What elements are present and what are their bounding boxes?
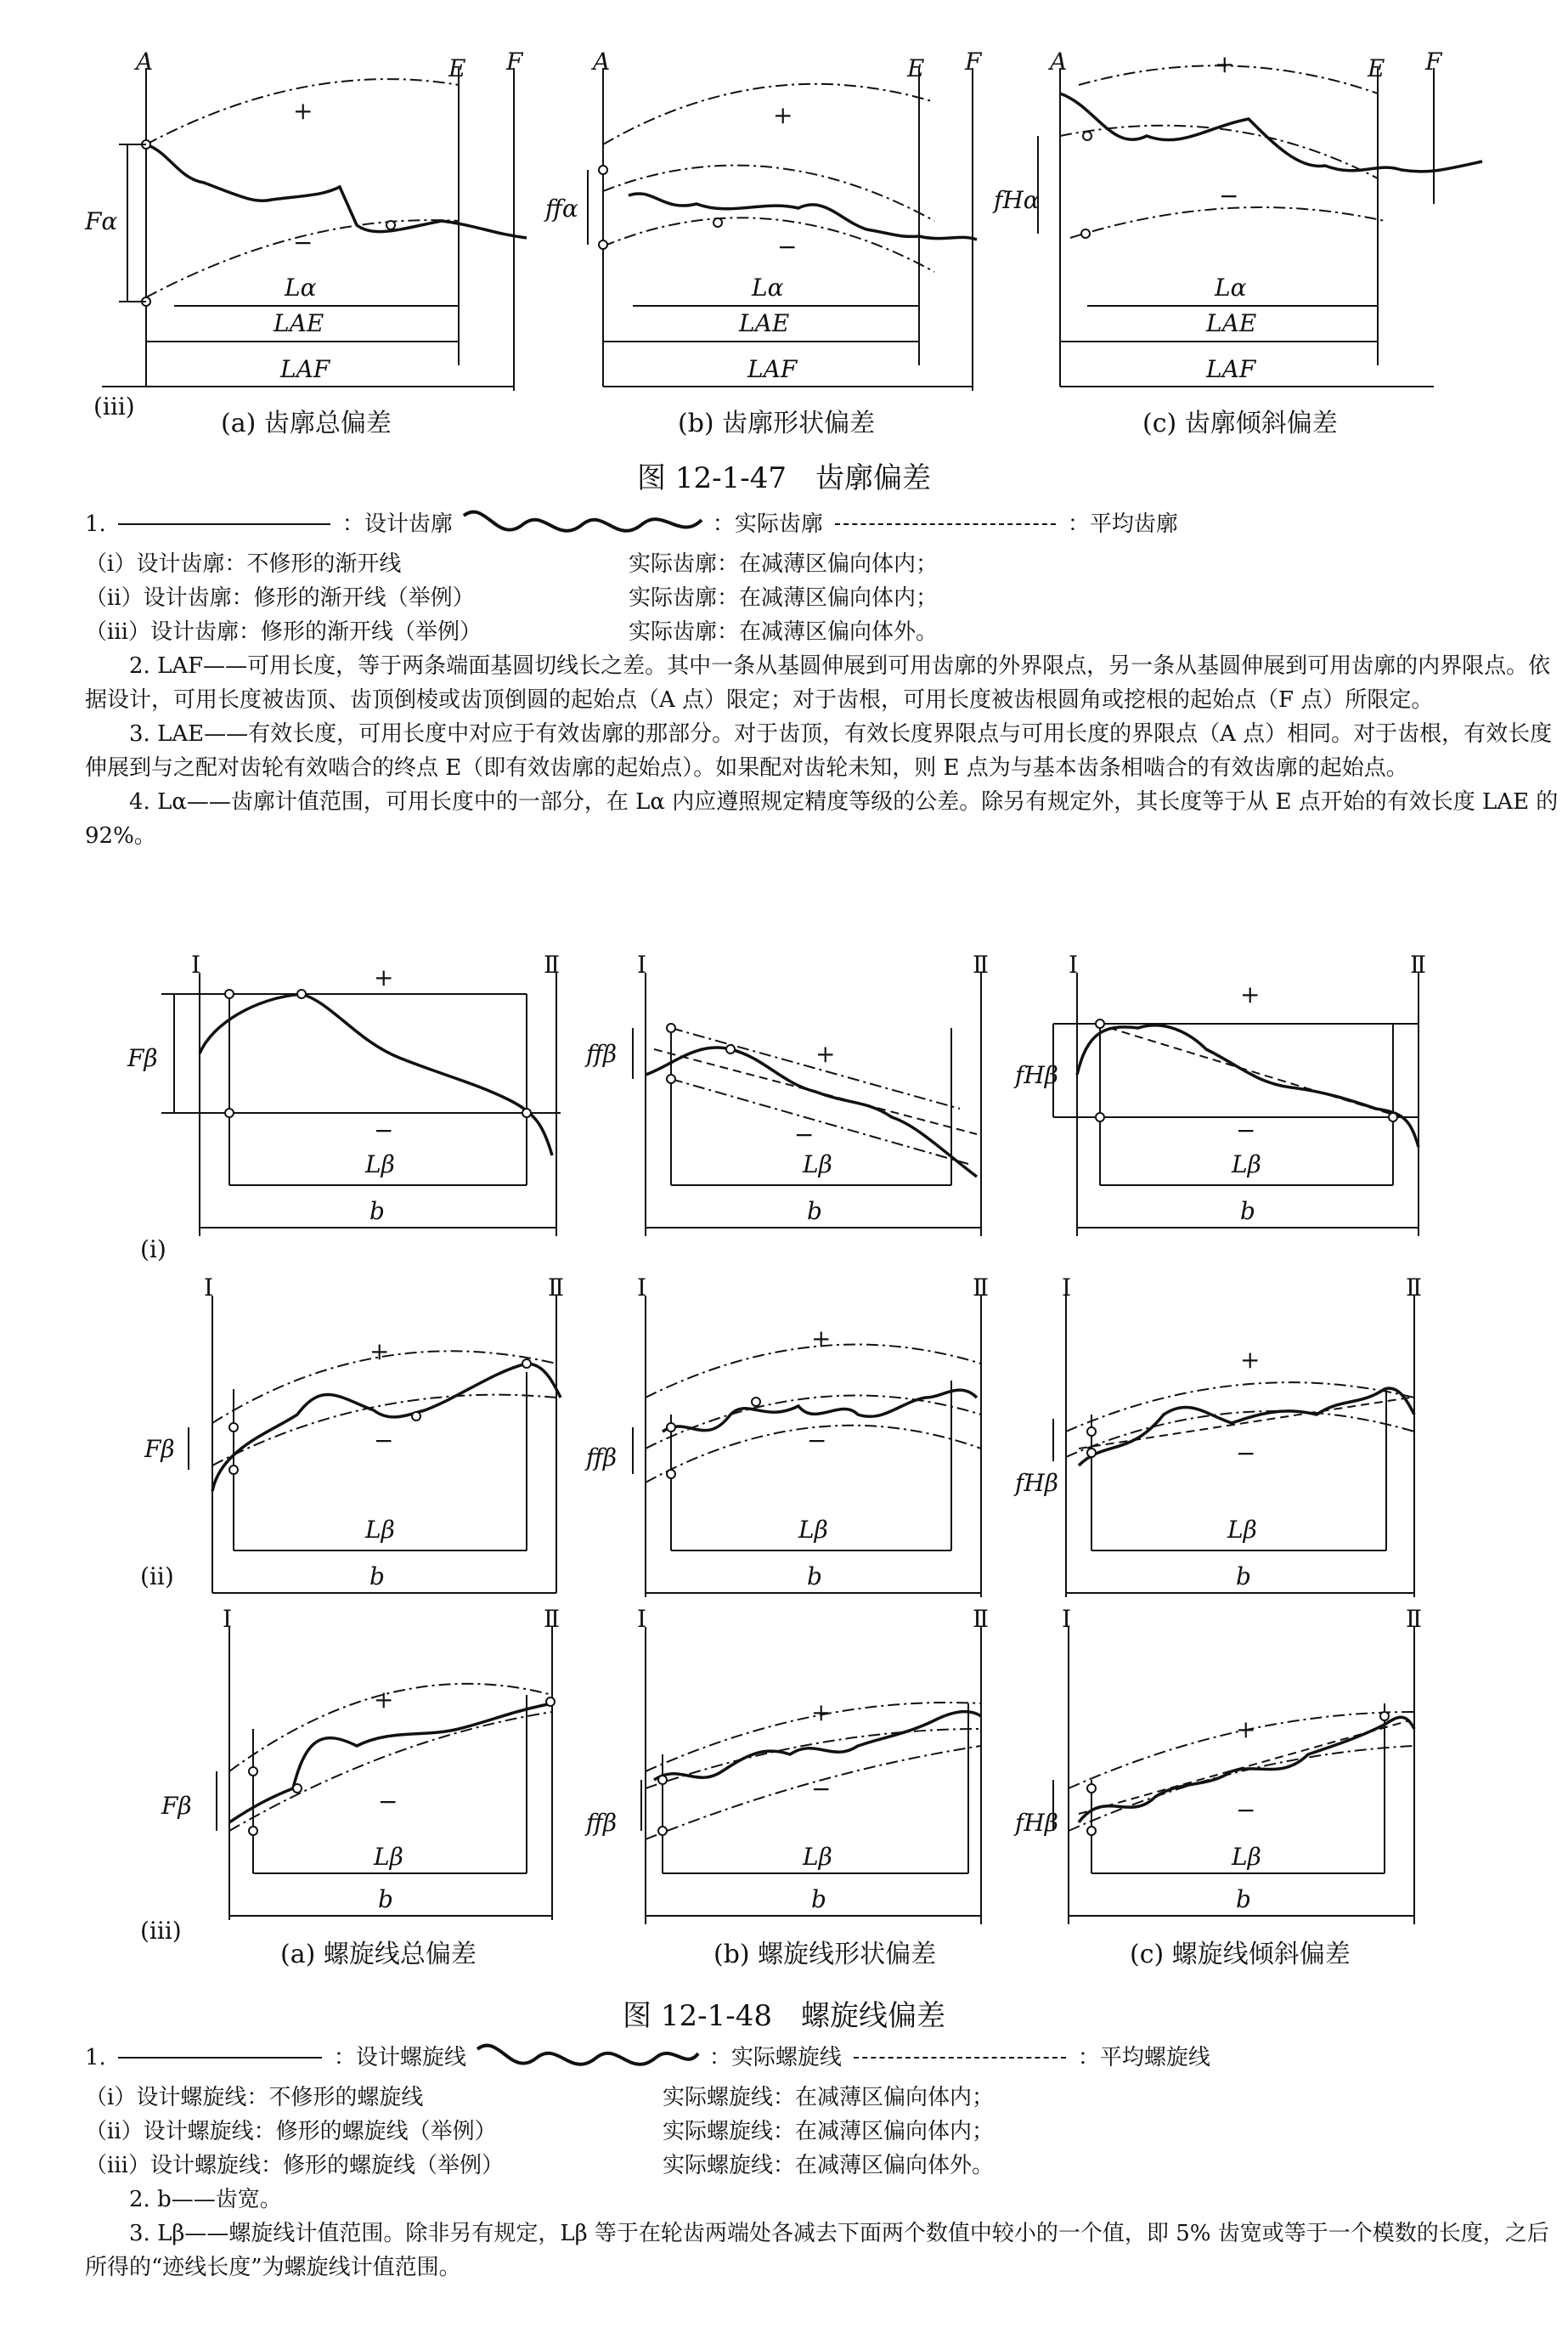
legend48-mean-line — [854, 2057, 1066, 2059]
fig48-legend — [85, 2035, 1563, 2081]
legend48-p3: 3. Lβ——螺旋线计值范围。除非另有规定，Lβ 等于在轮齿两端处各减去下面两个数值中较小的一个值，即 5% 齿宽或等于一个模数的长度，之后所得的“迹线长度”为螺旋线计值范围。 — [85, 2221, 1549, 2280]
fig48-row-label-i: (i) — [140, 1235, 166, 1263]
fig48-label-I-ia: Ⅰ — [191, 951, 201, 979]
legend47-row3-left: （ⅲ）设计齿廓：修形的渐开线（举例） — [85, 619, 482, 645]
fig47-row-iii: (iii) — [93, 393, 135, 421]
legend47-row1-left: （ⅰ）设计齿廓：不修形的渐开线 — [85, 551, 402, 577]
fig47-label-lae-a: LAE — [274, 309, 324, 337]
fig48-title: 图 12-1-48 螺旋线偏差 — [623, 1999, 945, 2033]
fig47-minus-a: − — [293, 229, 313, 257]
legend47-mean-line — [835, 523, 1056, 525]
fig48-label-lb-iiib: Lβ — [803, 1843, 832, 1871]
fig47-label-a-b: A — [593, 48, 611, 76]
fig47-label-lae-c: LAE — [1206, 309, 1257, 337]
fig48-label-II-iic: Ⅱ — [1406, 1274, 1423, 1302]
fig47-label-f-b: F — [965, 48, 982, 76]
fig48-label-ffb-ib: ffβ — [586, 1040, 618, 1068]
fig47-plus-a: + — [293, 97, 313, 125]
fig47-notes — [85, 501, 1563, 853]
fig47-label-e-b: E — [907, 54, 925, 82]
fig47-label-fa: Fα — [85, 207, 118, 235]
fig48-label-b-ib: b — [807, 1197, 822, 1225]
fig48-label-fb-iiia: Fβ — [161, 1792, 192, 1820]
fig48-label-lb-ia: Lβ — [365, 1150, 395, 1178]
legend47-p2: 2. LAF——可用长度，等于两条端面基圆切线长之差。其中一条从基圆伸展到可用齿廓的外界限点，另一条从基圆伸展到可用齿廓的内界限点。依据设计，可用长度被齿顶、齿顶倒棱或齿顶倒圆的起始点（A 点）限定；对于齿根，可用长度被齿根圆角或挖根的起始点（F 点）所限定。 — [85, 653, 1551, 713]
fig48-label-b-ia: b — [369, 1197, 385, 1225]
fig48-label-I-iia: Ⅰ — [204, 1274, 214, 1302]
fig48-label-II-iiia: Ⅱ — [544, 1605, 561, 1633]
fig48-label-I-ic: Ⅰ — [1069, 951, 1079, 979]
fig47-caption-c: (c) 齿廓倾斜偏差 — [1142, 409, 1338, 438]
legend48-p2: 2. b——齿宽。 — [129, 2187, 282, 2212]
fig47-label-e: E — [448, 54, 466, 82]
fig48-label-fhb-iic: fHβ — [1015, 1469, 1058, 1497]
fig47-caption-b: (b) 齿廓形状偏差 — [678, 409, 876, 438]
fig47-panel-c — [1038, 65, 1482, 387]
fig47-svg — [0, 25, 1568, 442]
fig48-plus-iia: + — [369, 1337, 390, 1365]
fig48-label-I-ib: Ⅰ — [637, 951, 647, 979]
fig47-label-a-c: A — [1050, 48, 1068, 76]
fig48-label-fhb-iiic: fHβ — [1015, 1809, 1058, 1837]
fig48-minus-iiib: − — [811, 1775, 832, 1803]
fig48-label-II-iib: Ⅱ — [973, 1274, 990, 1302]
fig48-plus-ic: + — [1240, 980, 1261, 1008]
fig48-label-lb-ic: Lβ — [1232, 1150, 1261, 1178]
fig47-label-la-a: Lα — [285, 274, 317, 302]
fig48-label-b-iib: b — [807, 1562, 822, 1590]
fig48-label-II-iia: Ⅱ — [548, 1274, 565, 1302]
fig48-plus-iiic: + — [1236, 1715, 1256, 1743]
fig47-label-f-c: F — [1425, 48, 1442, 76]
legend47-design-line — [118, 523, 330, 525]
fig48-minus-iib: − — [807, 1426, 827, 1454]
legend47-design: ：设计齿廓 — [341, 511, 453, 537]
fig48-plus-ib: + — [815, 1040, 836, 1068]
legend47-actual: ：实际齿廓 — [712, 511, 823, 537]
legend47-p3: 3. LAE——有效长度，可用长度中对应于有效齿廓的那部分。对于齿顶，有效长度界限点与可用长度的界限点（A 点）相同。对于齿根，有效长度伸展到与之配对齿轮有效啮合的终点 E（即有效齿廓的起始点）。如果配对齿轮未知，则 E 点为与基本齿条相啮合的有效齿廓的起始点。 — [85, 721, 1553, 781]
fig47-plus-b: + — [773, 101, 793, 129]
legend48-actual: ：实际螺旋线 — [708, 2045, 842, 2070]
fig48-label-lb-iib: Lβ — [798, 1516, 828, 1544]
fig48-label-fb-iia: Fβ — [144, 1435, 175, 1463]
fig48-row-label-ii: (ii) — [140, 1562, 174, 1590]
fig48-label-b-iiib: b — [811, 1885, 826, 1913]
fig48-label-II-ia: Ⅱ — [544, 951, 561, 979]
fig47-label-laf-a: LAF — [280, 355, 330, 383]
fig48-label-I-iiia: Ⅰ — [223, 1605, 233, 1633]
fig48-minus-iic: − — [1236, 1439, 1256, 1467]
fig48-label-lb-ib: Lβ — [803, 1150, 832, 1178]
legend48-design-line — [118, 2057, 322, 2059]
legend48-design: ：设计螺旋线 — [333, 2045, 466, 2070]
fig48-label-II-ic: Ⅱ — [1410, 951, 1427, 979]
fig47-plus-c: + — [1215, 50, 1235, 78]
fig48-label-b-ic: b — [1240, 1197, 1255, 1225]
fig48-plus-iic: + — [1240, 1346, 1261, 1374]
fig48-minus-ic: − — [1236, 1116, 1256, 1144]
legend48-num: 1. — [85, 2045, 106, 2070]
fig47-label-la-c: Lα — [1215, 274, 1247, 302]
fig47-label-lae-b: LAE — [739, 309, 790, 337]
fig47-title: 图 12-1-47 齿廓偏差 — [637, 461, 931, 495]
fig47-caption-a: (a) 齿廓总偏差 — [221, 409, 392, 438]
fig48-plus-iib: + — [811, 1324, 832, 1353]
fig47-minus-c: − — [1219, 182, 1239, 210]
fig47-panel-a — [102, 68, 527, 391]
fig48-label-b-iic: b — [1236, 1562, 1251, 1590]
fig48-plus-ia: + — [374, 963, 394, 991]
fig48-caption-c: (c) 螺旋线倾斜偏差 — [1130, 1940, 1351, 1969]
legend48-row2-right: 实际螺旋线：在减薄区偏向体内； — [663, 2119, 995, 2144]
figure-12-1-48 — [0, 939, 1568, 1984]
fig48-minus-ia: − — [374, 1116, 394, 1144]
fig48-label-II-iiic: Ⅱ — [1406, 1605, 1423, 1633]
fig48-label-II-iiib: Ⅱ — [973, 1605, 990, 1633]
fig48-minus-iiic: − — [1236, 1796, 1256, 1824]
fig47-minus-b: − — [777, 233, 798, 261]
legend48-row3-right: 实际螺旋线：在减薄区偏向体外。 — [663, 2153, 995, 2178]
fig48-label-lb-iia: Lβ — [365, 1516, 395, 1544]
legend48-row3-left: （ⅲ）设计螺旋线：修形的螺旋线（举例） — [85, 2153, 504, 2178]
fig48-label-fhb-ic: fHβ — [1015, 1061, 1058, 1089]
fig48-label-b-iia: b — [369, 1562, 385, 1590]
legend47-wave-icon — [460, 503, 706, 545]
fig48-plus-iiia: + — [374, 1686, 394, 1714]
legend48-wave-icon — [473, 2036, 702, 2079]
fig47-label-fha: fHα — [994, 186, 1040, 214]
fig48-svg — [0, 939, 1568, 1984]
fig48-caption-b: (b) 螺旋线形状偏差 — [713, 1940, 937, 1969]
fig48-label-ffb-iib: ffβ — [586, 1443, 618, 1471]
fig48-row-label-iii: (iii) — [140, 1917, 182, 1945]
legend48-row1-right: 实际螺旋线：在减薄区偏向体内； — [663, 2085, 995, 2110]
legend48-row1-left: （ⅰ）设计螺旋线：不修形的螺旋线 — [85, 2085, 424, 2110]
fig47-label-laf-b: LAF — [747, 355, 798, 383]
fig48-notes — [85, 2035, 1563, 2285]
fig47-label-la-b: Lα — [752, 274, 784, 302]
fig47-label-a: A — [136, 48, 154, 76]
fig48-label-fb-ia: Fβ — [127, 1044, 158, 1072]
fig47-legend — [85, 501, 1563, 547]
fig48-label-lb-iic: Lβ — [1227, 1516, 1257, 1544]
fig48-label-I-iib: Ⅰ — [637, 1274, 647, 1302]
legend47-row2-left: （ⅱ）设计齿廓：修形的渐开线（举例） — [85, 585, 475, 611]
legend47-p4: 4. Lα——齿廓计值范围，可用长度中的一部分，在 Lα 内应遵照规定精度等级的公差。除另有规定外，其长度等于从 E 点开始的有效长度 LAE 的 92%。 — [85, 789, 1559, 849]
fig48-label-b-iiic: b — [1236, 1885, 1251, 1913]
legend47-row1-right: 实际齿廓：在减薄区偏向体内； — [629, 551, 939, 577]
fig47-label-f: F — [506, 48, 523, 76]
fig48-label-I-iiib: Ⅰ — [637, 1605, 647, 1633]
legend47-num: 1. — [85, 511, 106, 537]
fig48-label-lb-iiia: Lβ — [374, 1843, 403, 1871]
fig48-label-lb-iiic: Lβ — [1232, 1843, 1261, 1871]
legend48-mean: ：平均螺旋线 — [1077, 2045, 1210, 2070]
fig48-label-b-iiia: b — [378, 1885, 393, 1913]
fig47-label-ffa: ffα — [545, 195, 578, 223]
legend48-row2-left: （ⅱ）设计螺旋线：修形的螺旋线（举例） — [85, 2119, 497, 2144]
fig48-label-I-iic: Ⅰ — [1062, 1274, 1072, 1302]
fig48-label-I-iiic: Ⅰ — [1062, 1605, 1072, 1633]
fig47-label-laf-c: LAF — [1206, 355, 1256, 383]
fig48-minus-ib: − — [794, 1121, 815, 1149]
legend47-mean: ：平均齿廓 — [1067, 511, 1178, 537]
fig48-minus-iia: − — [374, 1426, 394, 1454]
figure-12-1-47 — [0, 25, 1568, 442]
fig48-caption-a: (a) 螺旋线总偏差 — [280, 1940, 477, 1969]
legend47-row3-right: 实际齿廓：在减薄区偏向体外。 — [629, 619, 939, 645]
fig48-row-i — [161, 973, 1419, 1236]
fig48-plus-iiib: + — [811, 1698, 832, 1726]
fig47-label-e-c: E — [1368, 54, 1385, 82]
fig48-label-ffb-iiib: ffβ — [586, 1809, 618, 1837]
fig48-label-II-ib: Ⅱ — [973, 951, 990, 979]
legend47-row2-right: 实际齿廓：在减薄区偏向体内； — [629, 585, 939, 611]
fig48-minus-iiia: − — [378, 1788, 398, 1816]
